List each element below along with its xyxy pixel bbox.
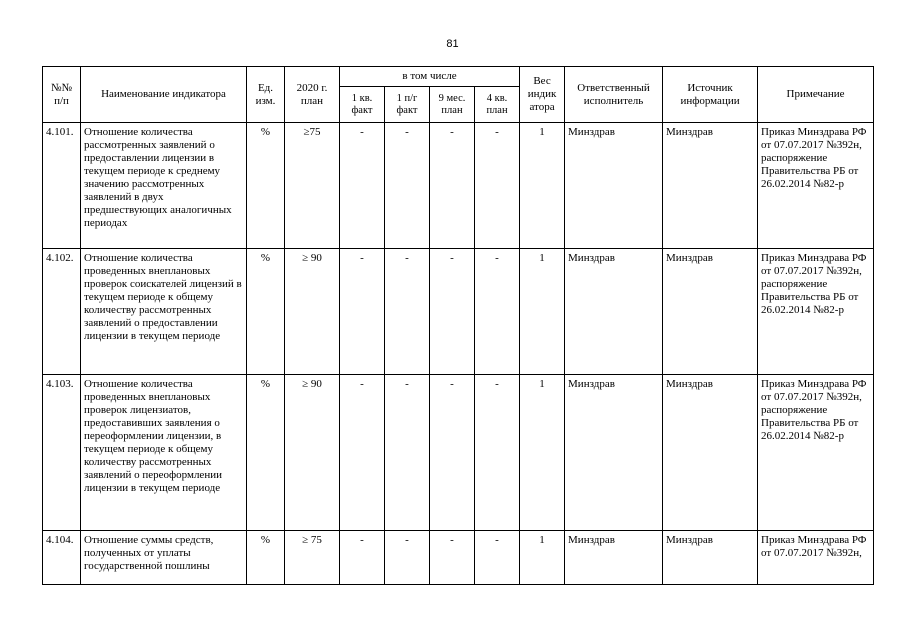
table-row — [43, 123, 874, 249]
row-q4: - — [475, 531, 520, 585]
header-name: Наименование индикатора — [81, 67, 247, 123]
row-m9: - — [430, 123, 475, 249]
row-responsible: Минздрав — [565, 123, 663, 249]
row-m9: - — [430, 375, 475, 531]
header-num: №№ п/п — [43, 67, 81, 123]
row-weight: 1 — [520, 375, 565, 531]
row-unit: % — [247, 123, 285, 249]
row-source: Минздрав — [663, 375, 758, 531]
table-row — [43, 375, 874, 531]
header-h1: 1 п/г факт — [385, 87, 430, 123]
row-q1: - — [340, 375, 385, 531]
header-m9: 9 мес. план — [430, 87, 475, 123]
row-note: Приказ Минздрава РФ от 07.07.2017 №392н, распоряжение Правительства РБ от 26.02.2014 №82-р — [758, 375, 874, 531]
row-name: Отношение количества рассмотренных заявлений о предоставлении лицензии в текущем периоде к среднему значению рассмотренных заявлений в двух предшествующих аналогичных периодах — [81, 123, 247, 249]
header-weight: Вес индик атора — [520, 67, 565, 123]
row-name: Отношение количества проведенных внеплановых проверок соискателей лицензий в текущем периоде к общему количеству рассмотренных заявлений о предоставлении лицензии в текущем периоде — [81, 249, 247, 375]
header-responsible: Ответственный исполнитель — [565, 67, 663, 123]
row-plan: ≥75 — [285, 123, 340, 249]
row-weight: 1 — [520, 123, 565, 249]
row-source: Минздрав — [663, 123, 758, 249]
header-note: Примечание — [758, 67, 874, 123]
row-h1: - — [385, 123, 430, 249]
row-weight: 1 — [520, 249, 565, 375]
row-q4: - — [475, 375, 520, 531]
row-h1: - — [385, 531, 430, 585]
row-plan: ≥ 90 — [285, 249, 340, 375]
row-num: 4.102. — [43, 249, 81, 375]
row-plan: ≥ 75 — [285, 531, 340, 585]
header-q1: 1 кв. факт — [340, 87, 385, 123]
header-source: Источник информации — [663, 67, 758, 123]
header-q4: 4 кв. план — [475, 87, 520, 123]
header-plan: 2020 г. план — [285, 67, 340, 123]
row-note: Приказ Минздрава РФ от 07.07.2017 №392н, распоряжение Правительства РБ от 26.02.2014 №82-р — [758, 123, 874, 249]
row-q1: - — [340, 249, 385, 375]
row-source: Минздрав — [663, 249, 758, 375]
row-weight: 1 — [520, 531, 565, 585]
header-including: в том числе — [340, 67, 520, 87]
table-row — [43, 531, 874, 585]
row-q1: - — [340, 531, 385, 585]
header-unit: Ед. изм. — [247, 67, 285, 123]
row-responsible: Минздрав — [565, 531, 663, 585]
row-source: Минздрав — [663, 531, 758, 585]
row-num: 4.104. — [43, 531, 81, 585]
row-unit: % — [247, 531, 285, 585]
row-num: 4.101. — [43, 123, 81, 249]
row-name: Отношение количества проведенных внеплановых проверок лицензиатов, предоставивших заявления о переоформлении лицензии, в текущем периоде к общему количеству рассмотренных заявлений о переоформлении лицензии в текущем периоде — [81, 375, 247, 531]
row-unit: % — [247, 375, 285, 531]
row-plan: ≥ 90 — [285, 375, 340, 531]
row-responsible: Минздрав — [565, 375, 663, 531]
row-note: Приказ Минздрава РФ от 07.07.2017 №392н, распоряжение Правительства РБ от 26.02.2014 №82-р — [758, 249, 874, 375]
row-q4: - — [475, 123, 520, 249]
row-m9: - — [430, 531, 475, 585]
row-num: 4.103. — [43, 375, 81, 531]
row-m9: - — [430, 249, 475, 375]
row-name: Отношение суммы средств, полученных от уплаты государственной пошлины — [81, 531, 247, 585]
row-unit: % — [247, 249, 285, 375]
indicators-table — [42, 66, 874, 585]
row-note: Приказ Минздрава РФ от 07.07.2017 №392н, — [758, 531, 874, 585]
row-q1: - — [340, 123, 385, 249]
row-responsible: Минздрав — [565, 249, 663, 375]
table-row — [43, 249, 874, 375]
row-h1: - — [385, 375, 430, 531]
row-h1: - — [385, 249, 430, 375]
row-q4: - — [475, 249, 520, 375]
page-number: 81 — [446, 38, 459, 50]
